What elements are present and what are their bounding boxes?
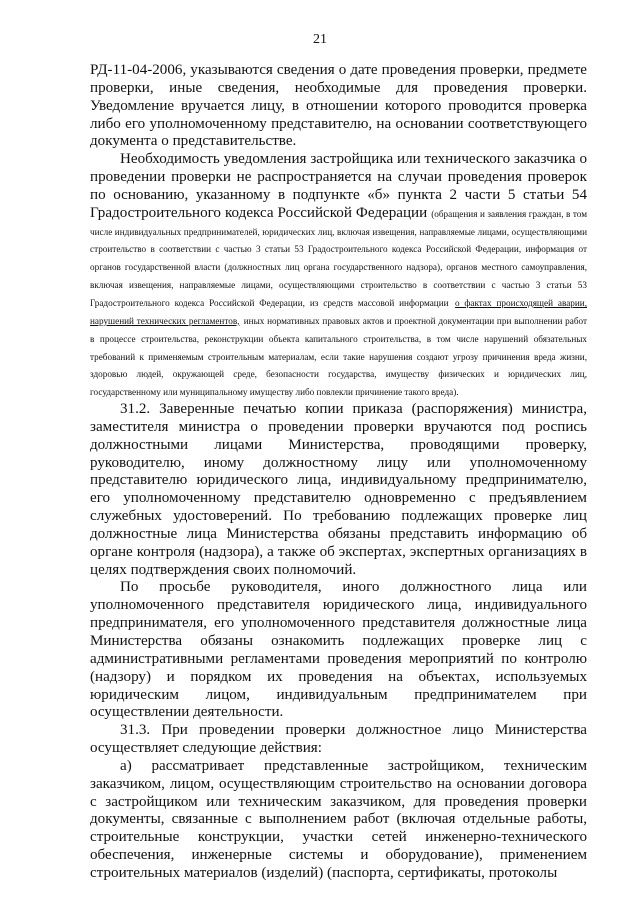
paragraph-notification: РД-11-04-2006, указываются сведения о дате проведения проверки, предмете проверки, иные сведения, необходимые для проведения проверки. Уведомление вручается лицу, в отношении которого проводится проверка либо его уполномоченному представителю, на основании соответствующего документа о представительстве. — [90, 62, 587, 150]
exception-note-start: (обращения и заявления граждан, в том числе индивидуальных предпринимателей, юридических лиц, включая извещения, направляемые лицами, осуществляющими строительство в соответствии с частью 3 статьи 53 Градостроительного кодекса Российской Федерации, информация от органов государственной власти (должностных лиц органа государственного надзора), органов местного самоуправления, включая извещения, направляемые лицами, осуществляющими строительство в соответствии с частью 3 статьи 53 Градостроительного кодекса Российской Федерации, из средств массовой информации — [90, 208, 588, 308]
paragraph-item-a: а) рассматривает представленные застройщиком, техническим заказчиком, лицом, осуществляющим строительство на основании договора с застройщиком или техническим заказчиком, для проведения проверки документы, связанные с выполнением работ (включая отдельные работы, строительные конструкции, участки сетей инженерно-технического обеспечения, инженерные системы и оборудование), применением строительных материалов (изделий) (паспорта, сертификаты, протоколы — [90, 757, 587, 881]
page-number: 21 — [313, 32, 327, 47]
exception-note-end: иных нормативных правовых актов и проектной документации при выполнении работ в процессе строительства, реконструкции объекта капитального строительства, в том числе нарушений обязательных требований к применяемым строительным материалам, если такие нарушения создают угрозу причинения вреда жизни, здоровью людей, окружающей среде, безопасности государства, имуществу физических и юридических лиц, государственному или муниципальному имуществу либо повлекли причинение такого вреда). — [90, 315, 587, 398]
paragraph-exception — [90, 151, 587, 401]
paragraph-31-2: 31.2. Заверенные печатью копии приказа (распоряжения) министра, заместителя министра о проведении проверки вручаются под роспись должностными лицами Министерства, проводящими проверку, руководителю, иному должностному лицу или уполномоченному представителю юридического лица, индивидуальному предпринимателю, его уполномоченному представителю одновременно с предъявлением служебных удостоверений. По требованию подлежащих проверке лиц должностные лица Министерства обязаны представить информацию об органе контроля (надзора), а также об экспертах, экспертных организациях в целях подтверждения своих полномочий. — [90, 401, 587, 578]
paragraph-familiarization: По просьбе руководителя, иного должностного лица или уполномоченного представителя юридического лица, индивидуального предпринимателя, его уполномоченного представителя должностные лица Министерства обязаны ознакомить подлежащих проверке лиц с административными регламентами проведения мероприятий по контролю (надзору) и порядком их проведения на объектах, используемых юридическим лицом, индивидуальным предпринимателем при осуществлении деятельности. — [90, 579, 587, 721]
exception-note-underlined: о фактах происходящей аварии, нарушений технических регламентов, — [90, 297, 587, 326]
document-body — [90, 62, 587, 883]
exception-main-text: Необходимость уведомления застройщика или технического заказчика о проведении проверки не распространяется на случаи проведения проверок по основанию, указанному в подпункте «б» пункта 2 части 5 статьи 54 Градостроительного кодекса Российской Федерации — [90, 151, 587, 221]
paragraph-31-3: 31.3. При проведении проверки должностное лицо Министерства осуществляет следующие действия: — [90, 722, 587, 757]
